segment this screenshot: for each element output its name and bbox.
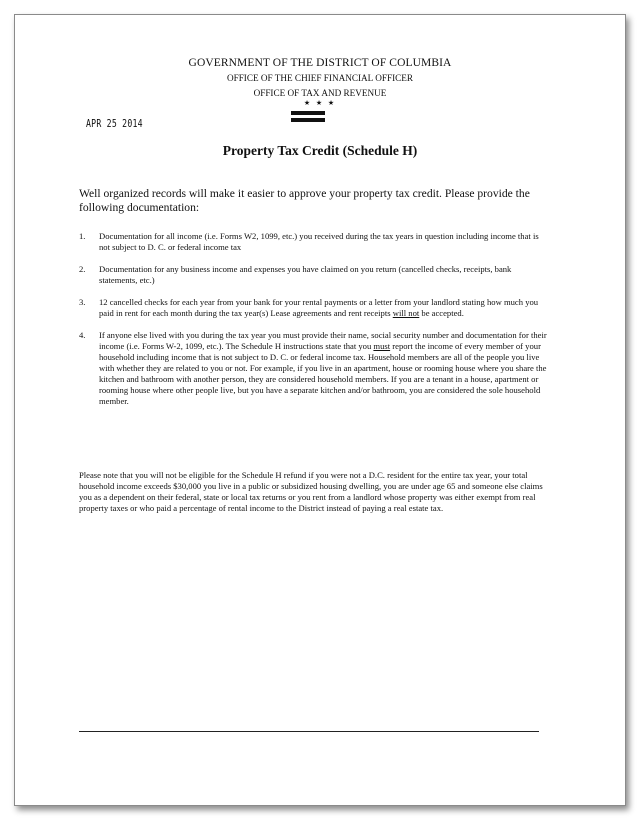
dc-flag-bars-icon xyxy=(291,111,325,125)
documentation-list xyxy=(79,231,549,418)
footer-divider xyxy=(79,731,539,732)
list-item-text: Documentation for any business income and expenses you have claimed on you return (cancelled checks, receipts, bank statements, etc.) xyxy=(99,264,512,285)
eligibility-note: Please note that you will not be eligible for the Schedule H refund if you were not a D.C. resident for the entire tax year, your total household income exceeds $30,000 you live in a public or subsidized housing dwelling, you are under age 65 and someone else claims you as a dependent on their federal, state or local tax returns or you rent from a landlord whose property was either exempt from real property taxes or who paid a percentage of rental income to the District instead of paying a real estate tax. xyxy=(79,470,543,513)
intro-paragraph: Well organized records will make it easier to approve your property tax credit. Please provide the following documentation: xyxy=(79,187,530,214)
header-tax-office: OFFICE OF TAX AND REVENUE xyxy=(253,88,387,98)
header-cfo-office: OFFICE OF THE CHIEF FINANCIAL OFFICER xyxy=(226,73,414,83)
list-item-text: 12 cancelled checks for each year from your bank for your rental payments or a letter from your landlord stating how much you paid in rent for each month during the tax year(s) Lease agreements and rent receipts will not be accepted. xyxy=(99,297,539,318)
emphasis-underline: will not xyxy=(392,308,420,318)
page-title: Property Tax Credit (Schedule H) xyxy=(222,143,418,158)
list-item xyxy=(79,231,549,253)
date-stamp: APR 25 2014 xyxy=(86,118,143,130)
emphasis-underline: must xyxy=(373,341,391,351)
list-item xyxy=(79,297,549,319)
list-number: 2. xyxy=(79,264,86,274)
list-item-text: Documentation for all income (i.e. Forms W2, 1099, etc.) you received during the tax years in question including income that is not subject to D. C. or federal income tax xyxy=(99,231,539,252)
header-government: GOVERNMENT OF THE DISTRICT OF COLUMBIA xyxy=(188,57,452,69)
document-page xyxy=(14,14,626,806)
list-item xyxy=(79,330,549,407)
list-item-text: If anyone else lived with you during the tax year you must provide their name, social security number and documentation for their income (i.e. Forms W-2, 1099, etc.). The Schedule H instructions state that you must report the income of every member of your household including income that is not subject to D. C. or federal income tax. Household members are all of the people you live with whether they are related to you or not. For example, if you live in an apartment, house or rooming house where you share the kitchen and bathroom with another person, they are considered household members. If you are a tenant in a house, apartment or rooming house where other people live, but you have a separate kitchen and/or bathroom, you are considered the sole household member. xyxy=(99,330,547,406)
list-item xyxy=(79,264,549,286)
list-number: 1. xyxy=(79,231,86,241)
list-number: 3. xyxy=(79,297,86,307)
dc-flag-stars-icon: ★ ★ ★ xyxy=(303,99,337,107)
list-number: 4. xyxy=(79,330,86,340)
